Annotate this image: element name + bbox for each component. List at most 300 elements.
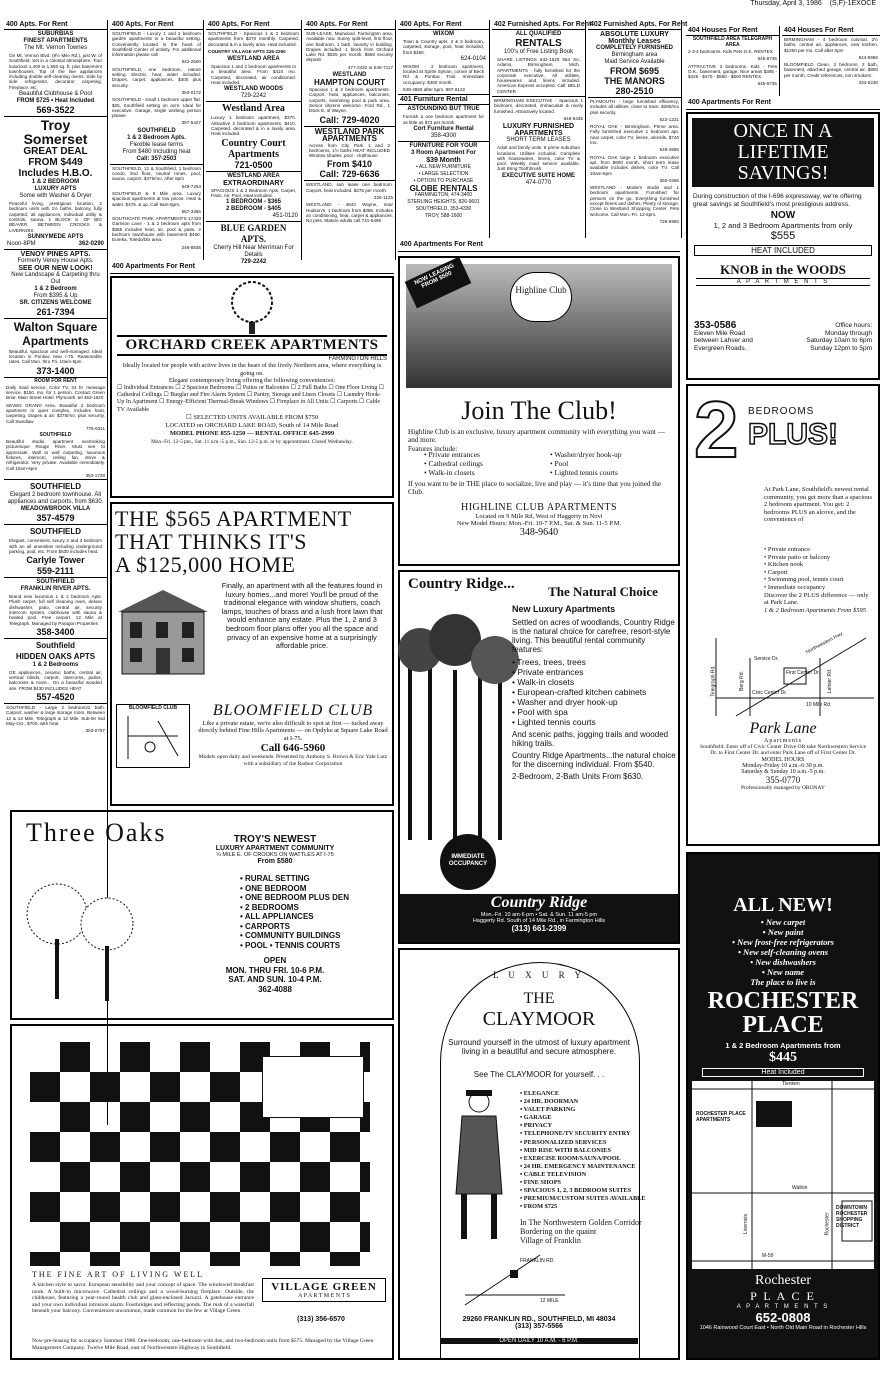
text-col5-fur-l6: SOUTHFIELD, 353-4330	[415, 205, 472, 212]
text-col1-hidden-t1: Southfield	[35, 640, 76, 650]
text-col3-a1: SOUTHFIELD - Spacious 1 & 2 bedroom apartments from $370 monthly. Carpeted, decorated & in a lovely area. Heat included.	[208, 31, 299, 47]
text-col4-hc-t2: HAMPTON COURT	[314, 78, 385, 88]
text-orchard-sub: Elegant contemporary living offering the following conveniences:	[168, 377, 336, 384]
text-claymoor-f8: • MID RISE WITH BALCONIES	[520, 1146, 611, 1154]
text-col5-fur-l4: FARMINGTON, 474-3400	[414, 191, 473, 198]
orchard-tree-illustration	[212, 280, 292, 335]
text-col2-a3p: 357-5427	[181, 120, 201, 126]
text-col1-troy-body: Peaceful living, prestigious location, 2 bedroom units with 1½ baths, balcony, fully carpeted, all appliances, individual utility & controls, sauna. 1 BLOCK S. OF BIG BEAVER, BETWEEN CROOKS & LIVERNOIS	[9, 201, 102, 233]
text-claymoor-map2: 12 MILE	[540, 1298, 559, 1304]
text-col5-fur-t2: 3 Room Apartment For	[411, 149, 476, 156]
text-parklane-f5: • Swimming pool, tennis court	[764, 576, 844, 584]
column-8	[686, 26, 780, 96]
text-parklane-h1: Monday-Friday 10 a.m.-6:30 p.m.	[742, 762, 824, 769]
text-col2-a4: SOUTHFIELD, 12 & Southfield, 1 bedroom condo, 2nd floor, neutral tones, pool, sauna, carport. $475/mo. After 6pm	[112, 165, 201, 182]
text-col5-wixom-t: WIXOM	[433, 31, 454, 37]
text-rochester-m2: ROCHESTER PLACE APARTMENTS	[696, 1111, 746, 1123]
text-rochester-l7: The place to live is	[750, 977, 816, 987]
text-claymoor-f12: • FINE SHOPS	[520, 1179, 562, 1187]
text-parklane-f1: • Private entrance	[764, 546, 810, 553]
text-col4-hc-p: Call: 729-4020	[319, 114, 380, 125]
text-parklane-r7: Lahser Rd.	[827, 668, 834, 694]
text-col6-ren-t2: RENTALS	[515, 38, 562, 49]
text-claymoor-f7: • PERSONALIZED SERVICES	[520, 1138, 607, 1146]
knob-logo: KNOB in the WOODS	[720, 262, 846, 277]
text-country-name: Country Ridge	[490, 894, 588, 911]
text-col1-venoy-t7: SR. CITIZENS WELCOME	[19, 299, 92, 306]
text-lifetime-t2: LIFETIME	[737, 141, 829, 163]
classified-westland-park	[304, 127, 395, 182]
country-ridge-footer	[400, 894, 678, 942]
text-rochester-l5: • New dishwashers	[750, 957, 816, 967]
classified-southfield-flex	[110, 127, 203, 165]
text-col7-abs-t4: Birmingham area	[611, 52, 658, 58]
text-rochester-beds: 1 & 2 Bedroom Apartments from	[725, 1041, 841, 1050]
text-col1-venoy-phone: 261-7394	[36, 306, 75, 317]
text-country-loc: Haggerty Rd. South of 14 Mile Rd., in Farmington Hills	[472, 918, 606, 924]
text-claymoor-f11: • CABLE TELEVISION	[520, 1170, 587, 1178]
text-parklane-body: At Park Lane, Southfield's newest rental community, you get more than a spacious 2 bedroom apartment. You get: 2 bedrooms PLUS an alcove, and the convenience of	[764, 486, 873, 524]
text-lifetime-t1: ONCE IN A	[733, 120, 833, 142]
text-highline-name: HIGHLINE CLUB APARTMENTS	[460, 502, 618, 513]
text-col1-venoy-t2: Formerly Venoy House Apts.	[17, 257, 94, 264]
bloomfield-headline-3: A $125,000 HOME	[115, 552, 296, 577]
classified-franklin-river	[4, 578, 107, 639]
text-col2-a2: SOUTHFIELD, one bedroom, nature setting. Electric, heat, water included. Drapes, carpet, appliances. $400 plus security.	[112, 66, 201, 88]
text-col4-wp-p1: From $410	[326, 159, 373, 170]
text-parklane-r4: Berg Rd.	[738, 671, 745, 691]
text-col1-misc1-p3: 353-1728	[85, 472, 105, 478]
text-claymoor-f2: • 24 HR. DOORMAN	[520, 1098, 579, 1106]
text-country-badge2: OCCUPANCY	[448, 861, 488, 867]
text-vg-logo2: A P A R T M E N T S	[298, 1293, 350, 1299]
text-oaks-o2: MON. THRU FRI. 10-6 P.M.	[225, 965, 325, 975]
text-claymoor-hours: OPEN DAILY 10 A.M. - 6 P.M.	[440, 1338, 638, 1344]
text-col3-ext-p: 451-0120	[272, 213, 298, 220]
masthead	[620, 0, 884, 12]
text-parklane-hrs: MODEL HOURS	[761, 756, 805, 763]
section-header: 400 Apts. For Rent	[4, 20, 107, 30]
text-country-hours: Mon.-Fri. 10 am-6 pm • Sat. & Sun. 11 am-5 pm	[480, 912, 598, 918]
column-4	[304, 20, 396, 260]
section-header: 404 Houses For Rent	[782, 26, 880, 36]
text-col1-franklin-t1: SOUTHFIELD	[36, 579, 75, 586]
classified-misc	[4, 378, 107, 480]
text-col7-abs-t6: FROM $695	[609, 66, 660, 76]
ad-knob-in-the-woods	[686, 112, 880, 380]
text-highline-loc: Located on 9 Mile Rd, West of Haggerty in Novi	[475, 513, 603, 520]
text-orchard-f5: One Floor Living	[335, 384, 378, 391]
knob-phone: 353-0586	[694, 320, 737, 331]
text-country-t1: The Natural Choice	[548, 584, 658, 599]
text-col7-abs-t7: THE MANORS	[604, 76, 665, 86]
text-col6-lux-b: Adult and family units. 8 prime suburban locations. Utilities included. Complete with housewares, linens, color TV & pool. Weekly maid service available. Just Bring Toothbrush.	[497, 145, 580, 172]
text-claymoor-loc1: In The Northwestern Golden Corridor	[520, 1218, 642, 1227]
text-lifetime-t3: SAVINGS!	[737, 162, 829, 184]
text-country-f3: • Walk-in closets	[512, 677, 575, 687]
text-col5-fur-n: GLOBE RENTALS	[409, 183, 478, 193]
masthead-date: Thursday, April 3, 1986	[750, 0, 822, 7]
text-col7-abs-t3: COMPLETELY FURNISHED	[595, 45, 673, 51]
text-parklane-r3: Telegraph Rd.	[710, 665, 717, 697]
text-lifetime-beds: 1, 2 and 3 Bedroom Apartments from only	[713, 221, 853, 230]
classified-venoy-pines	[4, 250, 107, 319]
classified-hidden-oaks	[4, 639, 107, 704]
text-col9-b1: BIRMINGHAM - 4 bedroom colonial, 2½ baths, central air, appliances, new kitchen, $1250 per mo. Call after 6pm	[784, 37, 878, 53]
text-rochester-l2: • New paint	[762, 927, 804, 937]
text-oaks-l4: • 2 BEDROOMS	[240, 902, 299, 912]
text-col2-south: SOUTHFIELD	[137, 127, 176, 134]
text-col5-wixom-b: Town & Country apts. 2 & 3 bedroom, carpeted, storage, pool, heat included, from $350.	[403, 39, 484, 55]
text-col3-cc-t2: Apartments	[227, 148, 280, 160]
text-col1-south1-p: 357-4579	[36, 513, 75, 524]
section-header-apartments: 400 Apartments For Rent	[110, 262, 394, 274]
text-lifetime-oh: Office hours:	[835, 322, 872, 329]
rochester-phone: 652-0808	[755, 1310, 811, 1325]
text-orchard-price: SELECTED UNITS AVAILABLE FROM $750	[193, 414, 319, 422]
decor-panel	[262, 1056, 364, 1118]
text-claymoor-map1: FRANKLIN RD.	[520, 1258, 555, 1264]
column-7	[588, 20, 688, 238]
text-col4-wp-t1: WESTLAND PARK	[314, 126, 385, 136]
text-col1-misc1-h3: SOUTHFIELD	[39, 432, 72, 439]
ad-highline-club	[398, 256, 680, 566]
text-col9-p2: 334-6236	[858, 80, 878, 86]
text-col5-fur-l2: • LARGE SELECTION	[418, 170, 469, 177]
text-col3-cc-t1: Country Court	[221, 137, 286, 149]
text-parklane-mgmt: Professionally managed by ORONAY	[741, 784, 825, 791]
text-oaks-l1: • RURAL SETTING	[240, 874, 310, 883]
text-col1-troy-hours: Noon-8PM	[7, 240, 36, 247]
text-claymoor-f10: • 24 HR. EMERGENCY MAINTENANCE	[520, 1162, 636, 1170]
text-col6-birmp: 646-5435	[563, 115, 583, 121]
text-country-intro: Settled on acres of woodlands, Country Ridge is the natural choice for carefree, resort-style living. This beautiful rental community features:	[512, 618, 675, 654]
text-col1-franklin-t2: FRANKLIN RIVER APTS.	[20, 586, 91, 593]
text-vg-logo1: VILLAGE GREEN	[271, 1281, 377, 1293]
classified-globe-rentals	[398, 142, 489, 221]
text-orchard-f12: Carports	[336, 399, 358, 406]
text-highline-f3: • Walk-in closets	[424, 468, 475, 477]
text-highline-close: If you want to be in THE place to socialize, live and play — it's time that you joined the Club.	[408, 480, 662, 497]
ad-park-lane	[686, 384, 880, 846]
text-col2-a5p: 557-3366	[181, 208, 201, 214]
text-bloom-b3: Models open daily and weekends. Presented by Anthony S. Brown & Eric Yale Lutz with a subsidiary of the Radnor Corporation	[198, 754, 388, 767]
text-col6-birm: BIRMINGHAM EXECUTIVE - Spacious 1 bedroom, decorated, immaculate & nicely furnished. Attractively located.	[494, 98, 583, 114]
text-parklane-logo2: Apartments	[764, 738, 802, 744]
text-country-badge1: IMMEDIATE	[451, 854, 485, 860]
text-col9-p1: 644-5966	[858, 54, 878, 60]
text-col1-franklin-p: 358-3400	[36, 626, 75, 637]
text-lifetime-addr1: Eleven Mile Road	[694, 329, 745, 337]
text-col1-south1-n: MEADOWBROOK VILLA	[20, 506, 91, 513]
bloomfield-map	[116, 704, 190, 768]
text-col5-ast-p: 358-4300	[430, 132, 457, 139]
text-oaks-l7: • COMMUNITY BUILDINGS	[240, 931, 341, 940]
text-col2-ad-t3: From $480 Including heat	[122, 148, 191, 155]
text-lifetime-h1: Monday through	[825, 329, 872, 337]
text-col3-westland-t2: Luxury 1 bedroom apartment, $370. Attractive 2 bedroom apartments, $410. Carpeted, decorated & in a lovely area. Heat included.	[211, 115, 296, 137]
text-parklane-r5: Civic Center Dr.	[752, 690, 788, 696]
text-col1-sub-tag: Beautiful Clubhouse & Pool	[18, 91, 93, 98]
text-col1-carlyle-p: 559-2111	[36, 566, 75, 577]
text-lifetime-addr3: Evergreen Roads.	[694, 344, 747, 352]
claymoor-logo: CLAYMOOR	[482, 1008, 596, 1030]
ad-bloomfield-club	[110, 502, 394, 806]
claymoor-features	[520, 1090, 646, 1211]
text-col4-a3: WESTLAND - 4843 Wayne, near Hudson's. 1 bedroom from $365. Includes air conditioning, heat, carpet & appliances. No pets. Mature adults call 721-6468	[306, 202, 393, 224]
text-parklane-dir: Southfield: Enter off of Civic Center Drive OR take Northwestern Service Dr. to First Center Dr. and enter Park Lane off of First Center Dr.	[699, 744, 867, 757]
text-highline-f2: • Cathedral ceilings	[424, 459, 483, 468]
text-col1-troy-l6: LUXURY APTS	[34, 186, 77, 193]
text-col5-wixom-p: 624-0104	[460, 55, 486, 62]
text-col7-abs-t5: Maid Service Available	[604, 59, 665, 65]
text-col5-fur-l3: • OPTION TO PURCHASE	[413, 177, 474, 184]
text-col4-wp-p2: Call: 729-6636	[319, 169, 380, 180]
text-col3-ext-t1: WESTLAND AREA	[227, 172, 280, 179]
text-highline-feat: Features include:	[408, 444, 458, 453]
three-oaks-logo: Three Oaks	[26, 818, 167, 847]
townhouse-illustration	[116, 582, 210, 677]
section-header: 400 Apts. For Rent	[304, 20, 395, 30]
text-col5-wr-p: 549-4555 after 5pm. 887-9122	[403, 87, 466, 93]
text-col3-a1b: COUNTRY VILLAGE APTS 226-2260	[208, 48, 286, 54]
text-col1-walton-body: Beautiful, spacious and well-managed. Ideal location in Pontiac near I-75. Reasonable rates. Call Mon. thru Fri. 10am-5pm	[9, 348, 102, 365]
highline-logo	[510, 272, 572, 322]
section-header: 404 Houses For Rent	[686, 26, 779, 36]
country-ridge-phone: (313) 661-2399	[511, 924, 567, 933]
text-rochester-l4: • New self-cleaning ovens	[737, 947, 829, 957]
text-col3-cc-p: 721-0500	[234, 159, 273, 170]
text-rochester-l1: • New carpet	[760, 917, 806, 927]
text-col3-ext-t2: EXTRAORDINARY	[223, 179, 284, 187]
section-header: 402 Furnished Apts. For Rent	[590, 21, 688, 28]
text-col1-south1-t: SOUTHFIELD	[29, 482, 82, 492]
classified-all-qualified	[492, 30, 585, 97]
text-col1-troy-phone: 362-0290	[78, 240, 104, 247]
text-col1-walton-t1: Walton Square	[13, 319, 98, 334]
text-col1-sub-name: FINEST APARTMENTS	[23, 38, 88, 44]
text-col1-venoy-t4: New Landscape & Carpeting thru Out	[11, 271, 100, 285]
text-rochester-m6: Livernois	[743, 1213, 750, 1235]
text-col1-venoy-t6: From $395 & Up	[33, 292, 78, 299]
text-col3-westland-t1: Westland Area	[222, 103, 285, 115]
text-col2-a1: SOUTHFIELD - Luxury 1 and 2 bedroom garden apartments in a beautiful setting. Conveniently located in the heart of Southfield Center of activity. For additional information please call	[112, 31, 201, 58]
text-oaks-from: From $580	[257, 858, 293, 865]
text-col7-abs-t1: ABSOLUTE LUXURY	[600, 31, 669, 38]
text-col6-lux-t2: APARTMENTS	[514, 130, 563, 138]
orchard-location: FARMINGTON HILLS	[328, 356, 387, 362]
text-lifetime-body: During construction of the I-696 expressway, we're offering great savings at Southfield's most prestigious address.	[693, 193, 862, 208]
text-col1-hidden-t3: 1 & 2 Bedrooms	[32, 661, 79, 668]
rochester-map	[692, 1081, 874, 1269]
text-claymoor-t1: THE	[523, 990, 555, 1007]
section-header: 400 Apts. For Rent	[398, 20, 489, 30]
rochester-name: ROCHESTER	[707, 988, 859, 1014]
village-green-logo	[262, 1278, 386, 1302]
doorman-illustration	[444, 1084, 514, 1244]
ad-three-oaks	[10, 810, 394, 1020]
text-vg-body: A kitchen style to savor. European sensibility and your concept of space. The windowed breakfast nook. A built-in microwave. Cathedral ceilings and a wood-burning fireplace. Outside, the clubhouse, featuring a year-round health club and glass-enclosed Jacuzzi. A gatehouse entrance and your own individual intrusion alarm. Footbridges and reflecting ponds. The rush of a waterfall beneath your balcony. Conveniences uncommon, made common for the few at Village Green	[32, 1282, 254, 1314]
text-highline-model: New Model Hours: Mon.-Fri. 10-7 P.M., Sat. & Sun. 11-5 P.M.	[456, 520, 622, 527]
text-claymoor-arch: L U X U R Y	[492, 970, 586, 980]
text-rochester-logo3: A P A R T M E N T S	[736, 1304, 830, 1310]
text-oaks-t1: TROY'S NEWEST	[233, 834, 317, 845]
text-col2-a5: SOUTHFIELD & 9 Mile area. Luxury spacious apartments at low prices. Heat & water. $475. & up. Call 9am-5pm.	[112, 190, 201, 207]
text-orchard-f3: Patios or Balconies	[242, 384, 290, 391]
text-col8-b1: 2-3-4 bedrooms. Kids Pets O.K. RENTEX.	[688, 49, 775, 54]
text-col1-venoy-t3: SEE OUR NEW LOOK!	[18, 264, 93, 272]
column-6	[492, 20, 592, 238]
orchard-title: ORCHARD CREEK APARTMENTS	[117, 335, 387, 356]
text-oaks-o3: SAT. AND SUN. 10-4 P.M.	[228, 975, 322, 985]
text-claymoor-f3: • VALET PARKING	[520, 1106, 576, 1114]
lifetime-price: $555	[770, 230, 796, 242]
text-col2-a3: SOUTHFIELD - small 1 bedroom upper flat. $25, Southfield setting on acre. Ideal for executive. Garage, single working person please.	[112, 97, 201, 119]
highline-title: Join The Club!	[461, 396, 617, 425]
text-rochester-m7: Rochester	[824, 1212, 831, 1236]
text-orchard-intro: Ideally located for people with active lives in the heart of the lively Northern area, where everything is going on.	[122, 362, 382, 377]
text-col7-roy: ROYAL OAK - Birmingham. Prime area. Fully furnished executive 1 bedroom apt. near carpet, color TV, linens, utensils. $740 mo.	[590, 124, 679, 146]
text-col9-b2: BLOOMFIELD Clean, 3 bedroom, 2 bath, basement, attached garage, central air. $850 per month. Credit references, non smokers.	[784, 62, 878, 78]
column-2	[110, 20, 204, 260]
classified-hampton-court	[304, 71, 395, 126]
park-lane-phone: 355-0770	[765, 774, 801, 785]
text-oaks-t3: ¼ MILE E. OF CROOKS ON WATTLES AT I-75	[216, 852, 334, 858]
text-col6-lux-p: 474-0770	[525, 179, 552, 186]
text-col4-a2p: 326-1125	[373, 195, 393, 201]
text-col1-troy-l7: Some with Washer & Dryer	[19, 193, 92, 200]
text-orchard-hours: Mon.-Fri. 12-5 pm., Sat. 11 a.m.-5 p.m., Sun. 12-5 p.m. or by appointment. Closed Wednesday.	[151, 439, 353, 446]
text-highline-f1: • Private entrances	[424, 450, 480, 459]
oak-trees-illustration	[22, 864, 142, 1014]
text-col7-abs-t2: Monthly Leases	[608, 38, 661, 45]
text-claymoor-f15: • FROM $725	[520, 1203, 558, 1211]
text-oaks-l3: • ONE BEDROOM PLUS DEN	[240, 893, 350, 902]
text-col6-lux-t3: SHORT TERM LEASES	[506, 137, 571, 144]
text-col6-ren-b: SHARE LISTINGS 642-1620 554 So. Adams, Birmingham, Mich. APARTMENTS - fully furnished for the corporate executive. All utilities, housewares and linens included. American Express accepted. Call: BELD CENTER	[497, 57, 580, 94]
text-col4-a2: WESTLAND, sub lease one bedroom. Carport, heat included. $375 per month.	[306, 182, 393, 193]
text-col5-fur-l5: STERLING HEIGHTS, 826-9601	[407, 198, 480, 205]
text-col1-last-b: SOUTHFIELD - Large 2 bedroom/2 bath. Carport, washer & large storage room. Between 12 & 13 Mile, Telegraph & 12 Mile. Sub-let mid May-Oct., $700. with heat	[6, 705, 105, 726]
text-claymoor-f13: • SPACIOUS 1, 2, 3 BEDROOM SUITES	[520, 1187, 632, 1195]
text-claymoor-loc3: Village of Franklin	[520, 1236, 581, 1245]
text-oaks-l5: • ALL APPLIANCES	[240, 912, 314, 921]
classified-southfield-luxury	[4, 525, 107, 578]
classified-meadowbrook	[4, 480, 107, 525]
text-claymoor-addr: 29260 FRANKLIN RD., SOUTHFIELD, MI 48034	[462, 1316, 616, 1323]
text-orchard-f13: Cable TV Available	[117, 399, 381, 413]
text-col1-troy-l5: 1 & 2 BEDROOM	[31, 179, 80, 186]
text-col3-bg-t1: BLUE	[220, 223, 246, 234]
map-roads-icon	[696, 638, 874, 716]
text-highline-logo: Highline Club	[515, 285, 567, 295]
text-col1-sub-price: FROM $725 • Heat Included	[16, 98, 95, 105]
three-oaks-features	[240, 874, 349, 950]
text-parklane-beds: BEDROOMS	[748, 406, 815, 417]
column-9	[782, 26, 880, 96]
text-parklane-r8: First Center Dr.	[786, 670, 820, 676]
leasing-banner: NOW LEASING FROM $500	[405, 257, 472, 309]
column-3	[206, 20, 302, 266]
text-country-f6: • Pool with spa	[512, 707, 568, 717]
text-highline-f6: • Lighted tennis courts	[550, 468, 618, 477]
text-lifetime-logo2: A P A R T M E N T S	[696, 278, 870, 286]
text-bloom-map: BLOOMFIELD CLUB	[128, 705, 178, 711]
ad-rochester-place	[686, 852, 880, 1360]
ad-village-green	[10, 1024, 394, 1360]
claymoor-map	[460, 1250, 570, 1310]
text-col1-franklin-b: Brand new luxurious 1 & 2 bedroom Apts. Plush carpet, full self cleaning oven, deluxe dishwasher, patio, central air, security intercom system, clubhouse with sauna & heated pool. Free carport. 12 Mile at Telegraph. Managed by Paragon Properties	[9, 594, 102, 626]
text-parklane-tag: 1 & 2 Bedroom Apartments From $595	[764, 606, 866, 614]
text-col3-wa-p: 729-2242	[240, 93, 267, 100]
text-col8-p1: 645-9735	[757, 56, 777, 62]
text-col7-ply: PLYMOUTH - large furnished efficiency, includes all utilities, close to town. $280/mo plus security.	[590, 99, 679, 115]
text-col6-ren-t3: 100's of Free Listing Book	[503, 49, 574, 55]
classified-blue-garden	[206, 222, 301, 267]
bloomfield-phone: Call 646-5960	[260, 742, 326, 755]
village-green-tagline: THE FINE ART OF LIVING WELL	[32, 1270, 205, 1279]
text-col1-sub-body: On Mt. Vernon Blvd. (9½ Mile Rd.), just W. of Southfield. Set in a colonial atmosphere. Tour luxurious 1,400 to 1,850 sq. ft. plus basement townhouses. Top of the line appliances including double self-cleaning ovens. Side by side refrigerator, decorator carpeting, Fireplace, etc.	[9, 53, 102, 90]
text-col6-lux-t1: LUXURY FURNISHED	[502, 123, 575, 131]
text-highline-intro: Highline Club is an exclusive, luxury apartment community with everything you want — and more.	[408, 428, 665, 445]
highline-phone: 348-9640	[519, 527, 559, 538]
classified-sublet	[4, 704, 107, 734]
text-parklane-disc: Discover the 2 PLUS difference — only at Park Lane.	[764, 591, 869, 607]
orchard-features: ☐ Individual Entrances ☐ 2 Spacious Bedrooms ☐ Patios or Balconies ☐ 2 Full Baths ☐ One Floor Living ☐ Cathedral Ceilings ☐ Burglar and Fire Alarm System ☐ Pantry, Storage and Linen Closets ☐ Laundry Hook-Up In Apartment ☐ Energy-Efficient Thermal-Break Windows ☐ Fireplace in All Units ☐ Carports ☐ Cable TV Available	[117, 384, 385, 413]
text-col2-ad-t2: Flexible lease terms	[129, 141, 184, 148]
text-col1-troy-title: Troy Somerset	[23, 117, 88, 148]
bloomfield-logo: BLOOMFIELD CLUB	[212, 702, 374, 719]
text-col2-ad-t1: 1 & 2 Bedroom Apts.	[127, 134, 186, 141]
classified-luxury-furnished	[492, 122, 585, 187]
text-bloom-b2: Like a private estate, we're also difficult to spot at first — tucked away directly behind Fine Hills Apartments — on Opdyke at Square Lake Road at I-75.	[198, 720, 388, 742]
text-col1-sub-title: SUBURBIAS	[37, 31, 74, 37]
text-lifetime-now: NOW	[770, 210, 796, 221]
text-col3-ext-r1: 1 BEDROOM - $365	[225, 199, 282, 206]
text-country-f7: • Lighted tennis courts	[512, 717, 596, 727]
text-col2-a2p: 353-0172	[181, 89, 201, 95]
text-col1-venoy-t1: VENOY PINES APTS.	[20, 250, 91, 258]
text-country-f2: • Private entrances	[512, 667, 584, 677]
text-col7-abs-p: 280-2510	[615, 86, 654, 96]
park-lane-map	[696, 630, 874, 716]
text-oaks-t2: LUXURY APARTMENT COMMUNITY	[215, 845, 335, 852]
text-col6-lux-n: EXECUTIVE SUITE HOME	[501, 172, 575, 179]
text-col1-misc1-b3: Beautiful studio apartment overlooking picturesque Rouge River. Must see to appreciate. Wall to wall carpeting, luxurious fixtures, intercom, ceiling fan, stove & refrigerator. Very private. Available immediately. Call 10am-6pm	[6, 439, 105, 471]
forest-illustration	[400, 600, 530, 840]
text-col2-a1p: 642-2500	[181, 59, 201, 65]
text-col5-ast-b: Furnish a one bedroom apartment for as little as $73 per month.	[403, 114, 484, 125]
text-claymoor-f5: • PRIVACY	[520, 1122, 553, 1130]
text-col4-a1: SUB-LEASE, Muirwood, Farmington area. Available now. Sunny split-level, first floor, one bedroom, 1 bath, laundry in building. Drapes included. 1 block from Orchard Lake Rd. $525 per month. $550 security deposit.	[306, 31, 393, 63]
text-oaks-l8: • POOL • TENNIS COURTS	[240, 940, 341, 950]
text-oaks-o1: OPEN	[263, 956, 287, 965]
text-parklane-f4: • Carport	[764, 568, 788, 576]
classified-westland-woods	[206, 55, 301, 102]
text-col1-south2-t: SOUTHFIELD	[29, 527, 82, 537]
classified-troy-somerset	[4, 117, 107, 250]
text-lifetime-addr2: between Lahser and	[694, 337, 753, 344]
text-col1-misc1-p2: 775-6311	[85, 425, 105, 431]
text-col3-ext-r2: 2 BEDROOM - $405	[225, 206, 282, 213]
section-header: 400 Apts. For Rent	[206, 20, 301, 30]
text-country-t2: New Luxury Apartments	[512, 604, 616, 614]
text-col5-ast-t1: ASTOUNDING BUT TRUE	[407, 106, 480, 113]
text-claymoor-loc2: Bordering on the quaint	[520, 1227, 597, 1236]
text-col7-ro2: ROYAL OAK large 1 bedroom executive apt. from $600 month, short term lease available includes dishes, color TV. Call 10am-6pm	[590, 154, 679, 176]
text-col5-fur-l7: TROY, 588-1600	[424, 212, 463, 219]
text-rochester-logo1: Rochester	[755, 1273, 811, 1288]
